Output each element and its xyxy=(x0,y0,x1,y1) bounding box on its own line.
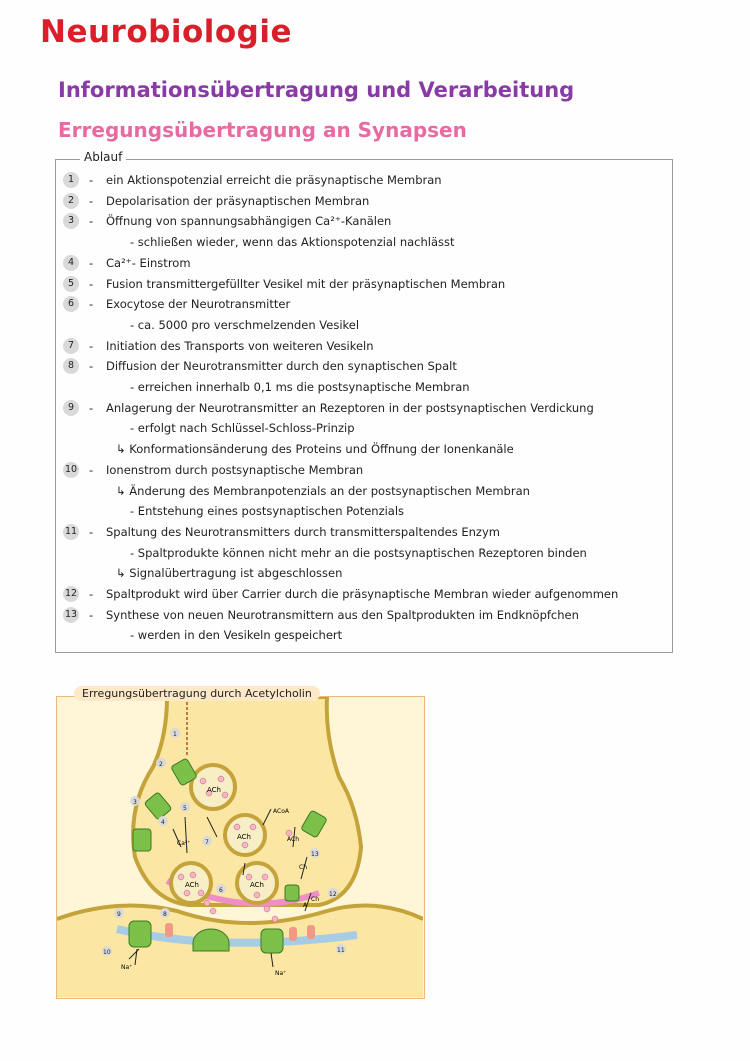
step-dash: - xyxy=(89,193,94,208)
ablauf-row xyxy=(0,356,670,376)
marker-8: 8 xyxy=(163,911,167,918)
step-text: Öffnung von spannungsabhängigen Ca²⁺-Kanälen xyxy=(106,214,392,229)
ablauf-row xyxy=(0,377,670,397)
ablauf-row xyxy=(0,481,670,501)
ch-label: Ch xyxy=(299,864,307,871)
step-text: Synthese von neuen Neurotransmittern aus den Spaltprodukten im Endknöpfchen xyxy=(106,607,579,622)
step-dash: - xyxy=(89,524,94,539)
step-number: 13 xyxy=(63,607,79,623)
step-text: - schließen wieder, wenn das Aktionspotenzial nachlässt xyxy=(130,235,455,250)
step-text: Depolarisation der präsynaptischen Membran xyxy=(106,193,370,208)
ablauf-row xyxy=(0,418,670,438)
step-text: - erfolgt nach Schlüssel-Schloss-Prinzip xyxy=(130,421,355,436)
enzyme-1 xyxy=(165,923,173,937)
receptor-1 xyxy=(129,921,151,947)
ablauf-row xyxy=(0,563,670,583)
ablauf-row xyxy=(0,398,670,418)
step-dash: - xyxy=(89,587,94,601)
subtitle: Informationsübertragung und Verarbeitung xyxy=(58,78,575,102)
marker-9: 9 xyxy=(117,911,121,918)
ablauf-row xyxy=(0,439,670,459)
vesicle-2-label: ACh xyxy=(237,833,251,841)
step-number: 2 xyxy=(63,193,79,209)
synapse-diagram xyxy=(57,697,423,997)
step-number: 10 xyxy=(63,462,79,478)
ablauf-row xyxy=(0,625,670,645)
acoa-label: ACoA xyxy=(273,808,289,815)
step-dash: - xyxy=(89,276,94,291)
step-text: - werden in den Vesikeln gespeichert xyxy=(130,628,343,643)
step-number: 6 xyxy=(63,296,79,312)
marker-10: 10 xyxy=(103,949,111,956)
step-number: 5 xyxy=(63,276,79,292)
marker-5: 5 xyxy=(183,805,187,812)
step-dash: - xyxy=(89,255,94,270)
ablauf-row xyxy=(0,584,670,604)
diagram-frame xyxy=(56,696,425,999)
ablauf-row xyxy=(0,170,670,190)
step-dash: - xyxy=(89,400,94,415)
vesicle-4-label: ACh xyxy=(250,881,264,889)
marker-13: 13 xyxy=(311,851,319,858)
step-dash: - xyxy=(89,297,94,312)
step-dash: - xyxy=(89,359,94,374)
ablauf-row xyxy=(0,191,670,211)
ch-label-2: Ch xyxy=(311,896,319,903)
step-number: 12 xyxy=(63,586,79,602)
ablauf-row xyxy=(0,211,670,231)
ablauf-row xyxy=(0,543,670,563)
step-text: Ca²⁺- Einstrom xyxy=(106,255,191,270)
ablauf-row xyxy=(0,315,670,335)
ca-label: Ca²⁺ xyxy=(177,840,191,847)
ablauf-row xyxy=(0,253,670,273)
step-dash: - xyxy=(89,462,94,477)
ca-channel-3 xyxy=(133,829,151,851)
step-text: Spaltung des Neurotransmitters durch transmitterspaltendes Enzym xyxy=(106,524,500,539)
na-label-1: Na⁺ xyxy=(121,964,133,971)
ablauf-label: Ablauf xyxy=(80,150,126,164)
ablauf-row xyxy=(0,336,670,356)
carrier-2 xyxy=(285,885,299,901)
ablauf-row xyxy=(0,605,670,625)
step-text: Anlagerung der Neurotransmitter an Rezeptoren in der postsynaptischen Verdickung xyxy=(106,400,594,415)
step-dash: - xyxy=(89,214,94,229)
step-number: 9 xyxy=(63,400,79,416)
marker-4: 4 xyxy=(161,819,165,826)
enzyme-2 xyxy=(289,927,297,941)
ach-label: ACh xyxy=(287,836,299,843)
step-text: - erreichen innerhalb 0,1 ms die postsynaptische Membran xyxy=(130,380,470,394)
na-label-2: Na⁺ xyxy=(275,970,287,977)
step-text: Spaltprodukt wird über Carrier durch die präsynaptische Membran wieder aufgenommen xyxy=(106,587,619,601)
step-text: Diffusion der Neurotransmitter durch den synaptischen Spalt xyxy=(106,359,457,374)
step-number: 7 xyxy=(63,338,79,354)
step-text: - Spaltprodukte können nicht mehr an die postsynaptischen Rezeptoren binden xyxy=(130,545,587,560)
step-dash: - xyxy=(89,338,94,353)
ablauf-row xyxy=(0,460,670,480)
step-text: ↳ Signalübertragung ist abgeschlossen xyxy=(116,566,343,581)
vesicle-3-label: ACh xyxy=(185,881,199,889)
ablauf-row xyxy=(0,232,670,252)
vesicle-1-label: ACh xyxy=(207,786,221,794)
ablauf-row xyxy=(0,501,670,521)
ablauf-row xyxy=(0,294,670,314)
step-number: 11 xyxy=(63,524,79,540)
step-dash: - xyxy=(89,607,94,622)
marker-7: 7 xyxy=(205,839,209,846)
step-dash: - xyxy=(89,173,94,187)
ablauf-row xyxy=(0,522,670,542)
a-label: A xyxy=(303,902,308,909)
step-text: Ionenstrom durch postsynaptische Membran xyxy=(106,462,364,477)
marker-1: 1 xyxy=(173,731,177,738)
marker-12: 12 xyxy=(329,891,337,898)
enzyme-3 xyxy=(307,925,315,939)
step-number: 8 xyxy=(63,358,79,374)
diagram-label: Erregungsübertragung durch Acetylcholin xyxy=(74,686,320,701)
step-text: - ca. 5000 pro verschmelzenden Vesikel xyxy=(130,317,360,332)
section-heading: Erregungsübertragung an Synapsen xyxy=(58,118,467,142)
step-text: ↳ Konformationsänderung des Proteins und Öffnung der Ionenkanäle xyxy=(116,442,514,457)
step-number: 4 xyxy=(63,255,79,271)
step-text: Fusion transmittergefüllter Vesikel mit der präsynaptischen Membran xyxy=(106,276,506,291)
step-text: ↳ Änderung des Membranpotenzials an der postsynaptischen Membran xyxy=(116,483,530,498)
step-number: 3 xyxy=(63,213,79,229)
receptor-3 xyxy=(261,929,283,953)
marker-6: 6 xyxy=(219,887,223,894)
ablauf-row xyxy=(0,274,670,294)
step-text: Exocytose der Neurotransmitter xyxy=(106,297,291,312)
marker-11: 11 xyxy=(337,947,345,954)
marker-2: 2 xyxy=(159,761,163,768)
step-text: ein Aktionspotenzial erreicht die präsynaptische Membran xyxy=(106,173,442,187)
page-title: Neurobiologie xyxy=(40,14,293,50)
step-text: Initiation des Transports von weiteren Vesikeln xyxy=(106,338,374,353)
step-number: 1 xyxy=(63,172,79,188)
step-text: - Entstehung eines postsynaptischen Potenzials xyxy=(130,504,405,519)
marker-3: 3 xyxy=(133,799,137,806)
